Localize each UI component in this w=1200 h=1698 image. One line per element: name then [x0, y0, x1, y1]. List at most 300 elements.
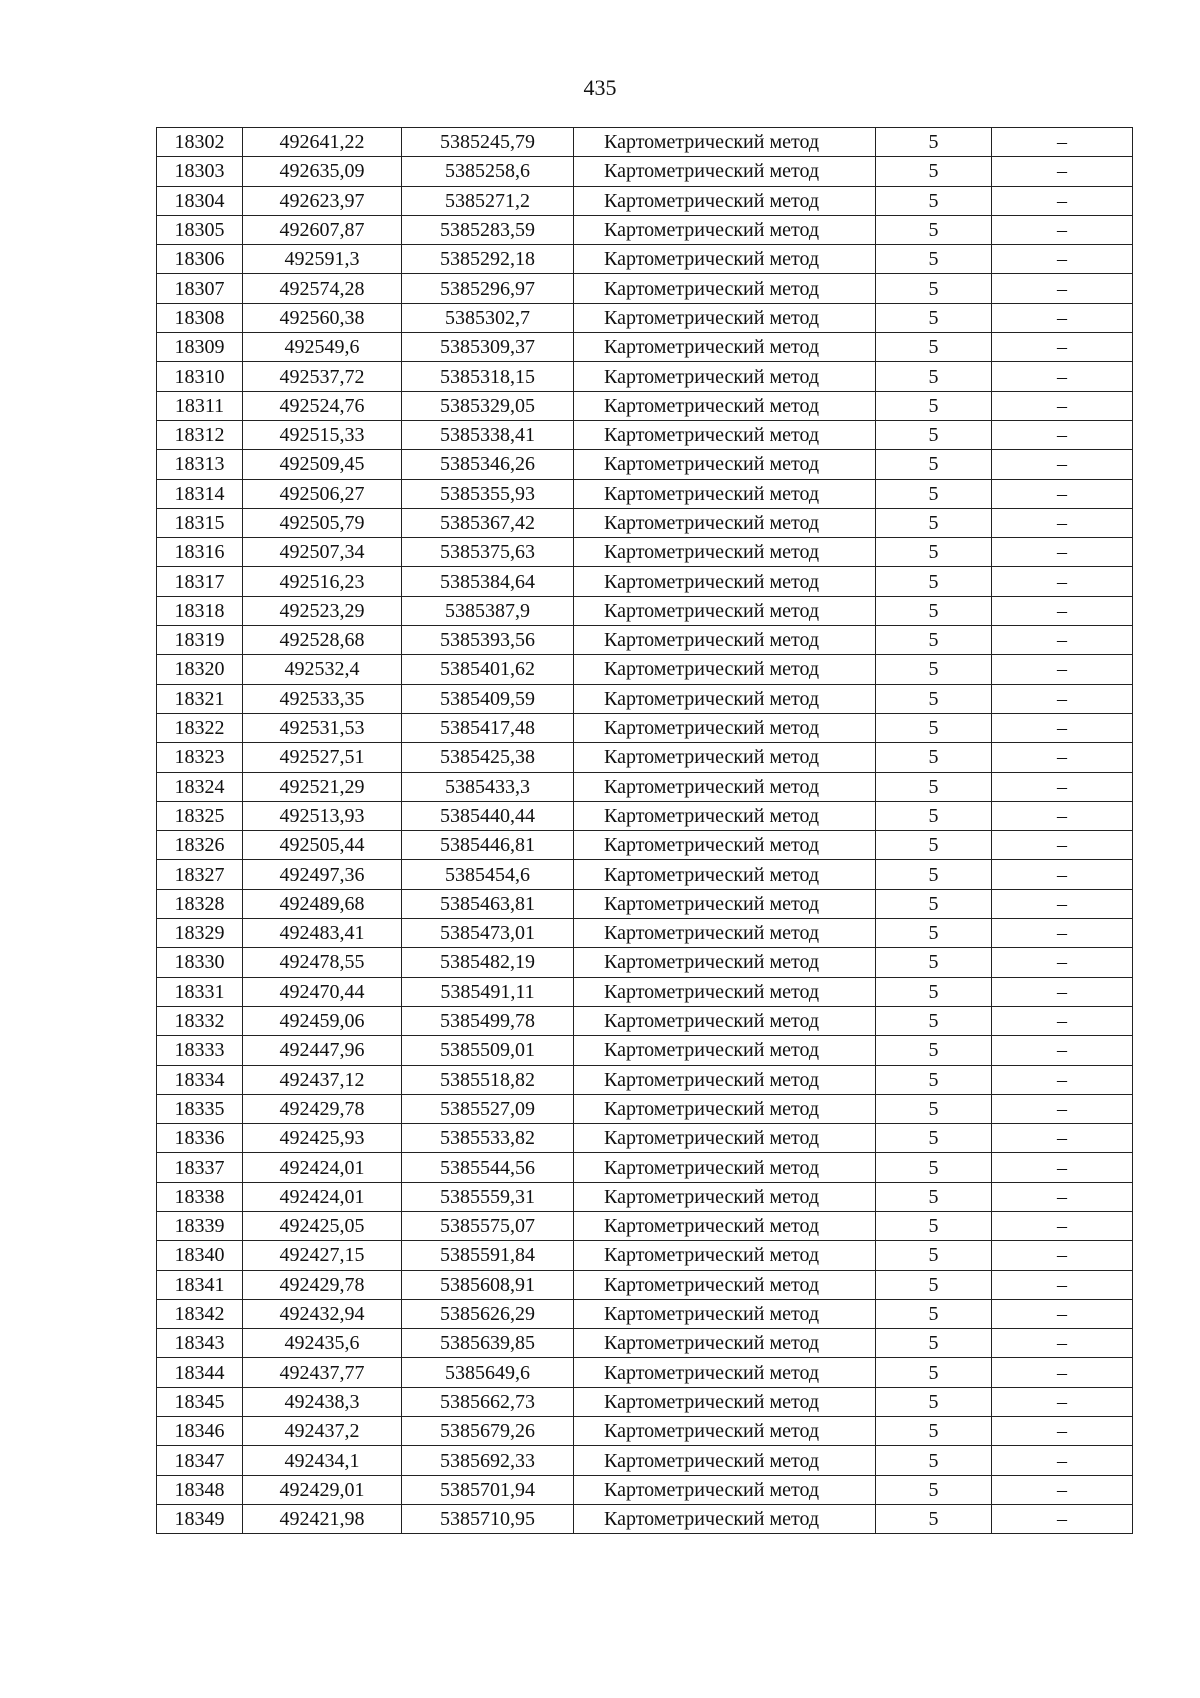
description-cell: –	[992, 626, 1133, 655]
table-row	[157, 596, 1133, 625]
method-cell: Картометрический метод	[574, 919, 876, 948]
description-cell: –	[992, 1094, 1133, 1123]
y-coordinate-cell: 5385473,01	[402, 919, 574, 948]
x-coordinate-cell: 492437,77	[243, 1358, 402, 1387]
precision-cell: 5	[876, 1358, 992, 1387]
x-coordinate-cell: 492524,76	[243, 391, 402, 420]
table-row	[157, 362, 1133, 391]
x-coordinate-cell: 492574,28	[243, 274, 402, 303]
table-row	[157, 1299, 1133, 1328]
x-coordinate-cell: 492513,93	[243, 801, 402, 830]
table-row	[157, 333, 1133, 362]
x-coordinate-cell: 492425,05	[243, 1211, 402, 1240]
method-cell: Картометрический метод	[574, 1270, 876, 1299]
table-row	[157, 626, 1133, 655]
description-cell: –	[992, 1358, 1133, 1387]
precision-cell: 5	[876, 860, 992, 889]
y-coordinate-cell: 5385491,11	[402, 977, 574, 1006]
description-cell: –	[992, 157, 1133, 186]
x-coordinate-cell: 492623,97	[243, 186, 402, 215]
point-number-cell: 18329	[157, 919, 243, 948]
y-coordinate-cell: 5385401,62	[402, 655, 574, 684]
y-coordinate-cell: 5385575,07	[402, 1211, 574, 1240]
y-coordinate-cell: 5385608,91	[402, 1270, 574, 1299]
table-row	[157, 274, 1133, 303]
precision-cell: 5	[876, 1153, 992, 1182]
method-cell: Картометрический метод	[574, 1241, 876, 1270]
x-coordinate-cell: 492607,87	[243, 215, 402, 244]
point-number-cell: 18328	[157, 889, 243, 918]
table-row	[157, 128, 1133, 157]
point-number-cell: 18310	[157, 362, 243, 391]
point-number-cell: 18315	[157, 508, 243, 537]
description-cell: –	[992, 1006, 1133, 1035]
table-row	[157, 1036, 1133, 1065]
y-coordinate-cell: 5385591,84	[402, 1241, 574, 1270]
x-coordinate-cell: 492507,34	[243, 538, 402, 567]
x-coordinate-cell: 492437,12	[243, 1065, 402, 1094]
description-cell: –	[992, 1299, 1133, 1328]
x-coordinate-cell: 492505,44	[243, 831, 402, 860]
point-number-cell: 18321	[157, 684, 243, 713]
y-coordinate-cell: 5385296,97	[402, 274, 574, 303]
precision-cell: 5	[876, 1504, 992, 1533]
table-row	[157, 1329, 1133, 1358]
precision-cell: 5	[876, 626, 992, 655]
method-cell: Картометрический метод	[574, 1006, 876, 1035]
table-row	[157, 1241, 1133, 1270]
description-cell: –	[992, 215, 1133, 244]
description-cell: –	[992, 1446, 1133, 1475]
description-cell: –	[992, 977, 1133, 1006]
description-cell: –	[992, 538, 1133, 567]
y-coordinate-cell: 5385245,79	[402, 128, 574, 157]
y-coordinate-cell: 5385387,9	[402, 596, 574, 625]
table-row	[157, 479, 1133, 508]
y-coordinate-cell: 5385292,18	[402, 245, 574, 274]
point-number-cell: 18316	[157, 538, 243, 567]
method-cell: Картометрический метод	[574, 1417, 876, 1446]
point-number-cell: 18345	[157, 1387, 243, 1416]
precision-cell: 5	[876, 1329, 992, 1358]
table-row	[157, 1006, 1133, 1035]
description-cell: –	[992, 1417, 1133, 1446]
point-number-cell: 18342	[157, 1299, 243, 1328]
x-coordinate-cell: 492424,01	[243, 1153, 402, 1182]
y-coordinate-cell: 5385417,48	[402, 713, 574, 742]
y-coordinate-cell: 5385302,7	[402, 303, 574, 332]
table-row	[157, 1358, 1133, 1387]
point-number-cell: 18318	[157, 596, 243, 625]
table-row	[157, 420, 1133, 449]
y-coordinate-cell: 5385701,94	[402, 1475, 574, 1504]
x-coordinate-cell: 492427,15	[243, 1241, 402, 1270]
x-coordinate-cell: 492506,27	[243, 479, 402, 508]
y-coordinate-cell: 5385375,63	[402, 538, 574, 567]
point-number-cell: 18319	[157, 626, 243, 655]
method-cell: Картометрический метод	[574, 889, 876, 918]
x-coordinate-cell: 492531,53	[243, 713, 402, 742]
y-coordinate-cell: 5385710,95	[402, 1504, 574, 1533]
point-number-cell: 18332	[157, 1006, 243, 1035]
precision-cell: 5	[876, 1094, 992, 1123]
point-number-cell: 18324	[157, 772, 243, 801]
description-cell: –	[992, 1475, 1133, 1504]
table-row	[157, 1182, 1133, 1211]
description-cell: –	[992, 889, 1133, 918]
x-coordinate-cell: 492429,78	[243, 1094, 402, 1123]
x-coordinate-cell: 492447,96	[243, 1036, 402, 1065]
y-coordinate-cell: 5385527,09	[402, 1094, 574, 1123]
x-coordinate-cell: 492497,36	[243, 860, 402, 889]
description-cell: –	[992, 655, 1133, 684]
description-cell: –	[992, 1241, 1133, 1270]
description-cell: –	[992, 713, 1133, 742]
y-coordinate-cell: 5385692,33	[402, 1446, 574, 1475]
y-coordinate-cell: 5385559,31	[402, 1182, 574, 1211]
table-row	[157, 450, 1133, 479]
table-row	[157, 977, 1133, 1006]
description-cell: –	[992, 860, 1133, 889]
description-cell: –	[992, 245, 1133, 274]
method-cell: Картометрический метод	[574, 831, 876, 860]
method-cell: Картометрический метод	[574, 626, 876, 655]
table-row	[157, 948, 1133, 977]
point-number-cell: 18334	[157, 1065, 243, 1094]
x-coordinate-cell: 492591,3	[243, 245, 402, 274]
description-cell: –	[992, 1504, 1133, 1533]
description-cell: –	[992, 743, 1133, 772]
precision-cell: 5	[876, 948, 992, 977]
point-number-cell: 18302	[157, 128, 243, 157]
method-cell: Картометрический метод	[574, 743, 876, 772]
precision-cell: 5	[876, 1006, 992, 1035]
point-number-cell: 18339	[157, 1211, 243, 1240]
method-cell: Картометрический метод	[574, 1387, 876, 1416]
x-coordinate-cell: 492521,29	[243, 772, 402, 801]
precision-cell: 5	[876, 157, 992, 186]
table-row	[157, 567, 1133, 596]
method-cell: Картометрический метод	[574, 538, 876, 567]
table-row	[157, 215, 1133, 244]
point-number-cell: 18337	[157, 1153, 243, 1182]
x-coordinate-cell: 492635,09	[243, 157, 402, 186]
y-coordinate-cell: 5385639,85	[402, 1329, 574, 1358]
description-cell: –	[992, 567, 1133, 596]
point-number-cell: 18326	[157, 831, 243, 860]
precision-cell: 5	[876, 655, 992, 684]
description-cell: –	[992, 303, 1133, 332]
method-cell: Картометрический метод	[574, 977, 876, 1006]
y-coordinate-cell: 5385482,19	[402, 948, 574, 977]
point-number-cell: 18348	[157, 1475, 243, 1504]
description-cell: –	[992, 362, 1133, 391]
method-cell: Картометрический метод	[574, 450, 876, 479]
y-coordinate-cell: 5385649,6	[402, 1358, 574, 1387]
precision-cell: 5	[876, 596, 992, 625]
method-cell: Картометрический метод	[574, 860, 876, 889]
x-coordinate-cell: 492560,38	[243, 303, 402, 332]
table-row	[157, 1124, 1133, 1153]
method-cell: Картометрический метод	[574, 948, 876, 977]
description-cell: –	[992, 1211, 1133, 1240]
y-coordinate-cell: 5385518,82	[402, 1065, 574, 1094]
precision-cell: 5	[876, 245, 992, 274]
table-row	[157, 1270, 1133, 1299]
precision-cell: 5	[876, 743, 992, 772]
x-coordinate-cell: 492523,29	[243, 596, 402, 625]
point-number-cell: 18305	[157, 215, 243, 244]
table-row	[157, 1387, 1133, 1416]
precision-cell: 5	[876, 420, 992, 449]
y-coordinate-cell: 5385384,64	[402, 567, 574, 596]
description-cell: –	[992, 128, 1133, 157]
table-row	[157, 1475, 1133, 1504]
description-cell: –	[992, 772, 1133, 801]
method-cell: Картометрический метод	[574, 1329, 876, 1358]
x-coordinate-cell: 492516,23	[243, 567, 402, 596]
point-number-cell: 18340	[157, 1241, 243, 1270]
x-coordinate-cell: 492459,06	[243, 1006, 402, 1035]
point-number-cell: 18311	[157, 391, 243, 420]
method-cell: Картометрический метод	[574, 186, 876, 215]
y-coordinate-cell: 5385433,3	[402, 772, 574, 801]
precision-cell: 5	[876, 919, 992, 948]
precision-cell: 5	[876, 508, 992, 537]
y-coordinate-cell: 5385446,81	[402, 831, 574, 860]
precision-cell: 5	[876, 333, 992, 362]
point-number-cell: 18320	[157, 655, 243, 684]
point-number-cell: 18325	[157, 801, 243, 830]
table-row	[157, 1211, 1133, 1240]
precision-cell: 5	[876, 186, 992, 215]
precision-cell: 5	[876, 713, 992, 742]
precision-cell: 5	[876, 772, 992, 801]
point-number-cell: 18323	[157, 743, 243, 772]
method-cell: Картометрический метод	[574, 420, 876, 449]
x-coordinate-cell: 492509,45	[243, 450, 402, 479]
point-number-cell: 18312	[157, 420, 243, 449]
x-coordinate-cell: 492424,01	[243, 1182, 402, 1211]
method-cell: Картометрический метод	[574, 391, 876, 420]
point-number-cell: 18344	[157, 1358, 243, 1387]
table-row	[157, 801, 1133, 830]
y-coordinate-cell: 5385409,59	[402, 684, 574, 713]
method-cell: Картометрический метод	[574, 362, 876, 391]
description-cell: –	[992, 1065, 1133, 1094]
point-number-cell: 18314	[157, 479, 243, 508]
table-row	[157, 1504, 1133, 1533]
precision-cell: 5	[876, 1241, 992, 1270]
method-cell: Картометрический метод	[574, 655, 876, 684]
description-cell: –	[992, 479, 1133, 508]
point-number-cell: 18333	[157, 1036, 243, 1065]
method-cell: Картометрический метод	[574, 128, 876, 157]
description-cell: –	[992, 1387, 1133, 1416]
method-cell: Картометрический метод	[574, 303, 876, 332]
method-cell: Картометрический метод	[574, 1036, 876, 1065]
precision-cell: 5	[876, 450, 992, 479]
precision-cell: 5	[876, 1270, 992, 1299]
y-coordinate-cell: 5385309,37	[402, 333, 574, 362]
method-cell: Картометрический метод	[574, 1124, 876, 1153]
precision-cell: 5	[876, 1065, 992, 1094]
y-coordinate-cell: 5385440,44	[402, 801, 574, 830]
precision-cell: 5	[876, 1475, 992, 1504]
description-cell: –	[992, 274, 1133, 303]
y-coordinate-cell: 5385393,56	[402, 626, 574, 655]
description-cell: –	[992, 1270, 1133, 1299]
table-row	[157, 713, 1133, 742]
precision-cell: 5	[876, 303, 992, 332]
point-number-cell: 18304	[157, 186, 243, 215]
precision-cell: 5	[876, 567, 992, 596]
x-coordinate-cell: 492505,79	[243, 508, 402, 537]
description-cell: –	[992, 186, 1133, 215]
x-coordinate-cell: 492478,55	[243, 948, 402, 977]
description-cell: –	[992, 919, 1133, 948]
y-coordinate-cell: 5385283,59	[402, 215, 574, 244]
precision-cell: 5	[876, 1387, 992, 1416]
method-cell: Картометрический метод	[574, 1065, 876, 1094]
precision-cell: 5	[876, 801, 992, 830]
method-cell: Картометрический метод	[574, 801, 876, 830]
precision-cell: 5	[876, 391, 992, 420]
description-cell: –	[992, 1153, 1133, 1182]
point-number-cell: 18327	[157, 860, 243, 889]
method-cell: Картометрический метод	[574, 1211, 876, 1240]
precision-cell: 5	[876, 831, 992, 860]
point-number-cell: 18309	[157, 333, 243, 362]
page-number: 435	[583, 75, 617, 100]
y-coordinate-cell: 5385355,93	[402, 479, 574, 508]
method-cell: Картометрический метод	[574, 1182, 876, 1211]
table-row	[157, 538, 1133, 567]
method-cell: Картометрический метод	[574, 596, 876, 625]
x-coordinate-cell: 492438,3	[243, 1387, 402, 1416]
method-cell: Картометрический метод	[574, 1094, 876, 1123]
point-number-cell: 18343	[157, 1329, 243, 1358]
precision-cell: 5	[876, 1211, 992, 1240]
table-row	[157, 303, 1133, 332]
x-coordinate-cell: 492533,35	[243, 684, 402, 713]
method-cell: Картометрический метод	[574, 333, 876, 362]
x-coordinate-cell: 492528,68	[243, 626, 402, 655]
point-number-cell: 18346	[157, 1417, 243, 1446]
precision-cell: 5	[876, 1446, 992, 1475]
precision-cell: 5	[876, 889, 992, 918]
y-coordinate-cell: 5385271,2	[402, 186, 574, 215]
method-cell: Картометрический метод	[574, 1358, 876, 1387]
table-row	[157, 391, 1133, 420]
point-number-cell: 18303	[157, 157, 243, 186]
point-number-cell: 18331	[157, 977, 243, 1006]
x-coordinate-cell: 492537,72	[243, 362, 402, 391]
precision-cell: 5	[876, 684, 992, 713]
table-row	[157, 919, 1133, 948]
y-coordinate-cell: 5385258,6	[402, 157, 574, 186]
y-coordinate-cell: 5385662,73	[402, 1387, 574, 1416]
y-coordinate-cell: 5385533,82	[402, 1124, 574, 1153]
y-coordinate-cell: 5385626,29	[402, 1299, 574, 1328]
x-coordinate-cell: 492435,6	[243, 1329, 402, 1358]
description-cell: –	[992, 948, 1133, 977]
method-cell: Картометрический метод	[574, 713, 876, 742]
method-cell: Картометрический метод	[574, 1504, 876, 1533]
method-cell: Картометрический метод	[574, 157, 876, 186]
x-coordinate-cell: 492425,93	[243, 1124, 402, 1153]
method-cell: Картометрический метод	[574, 274, 876, 303]
point-number-cell: 18349	[157, 1504, 243, 1533]
method-cell: Картометрический метод	[574, 772, 876, 801]
description-cell: –	[992, 684, 1133, 713]
point-number-cell: 18338	[157, 1182, 243, 1211]
method-cell: Картометрический метод	[574, 1446, 876, 1475]
table-row	[157, 831, 1133, 860]
method-cell: Картометрический метод	[574, 215, 876, 244]
table-row	[157, 1094, 1133, 1123]
table-row	[157, 684, 1133, 713]
y-coordinate-cell: 5385463,81	[402, 889, 574, 918]
x-coordinate-cell: 492429,01	[243, 1475, 402, 1504]
description-cell: –	[992, 1036, 1133, 1065]
table-row	[157, 245, 1133, 274]
table-row	[157, 889, 1133, 918]
precision-cell: 5	[876, 128, 992, 157]
y-coordinate-cell: 5385367,42	[402, 508, 574, 537]
description-cell: –	[992, 391, 1133, 420]
method-cell: Картометрический метод	[574, 684, 876, 713]
point-number-cell: 18322	[157, 713, 243, 742]
y-coordinate-cell: 5385544,56	[402, 1153, 574, 1182]
method-cell: Картометрический метод	[574, 479, 876, 508]
description-cell: –	[992, 420, 1133, 449]
method-cell: Картометрический метод	[574, 1153, 876, 1182]
point-number-cell: 18330	[157, 948, 243, 977]
x-coordinate-cell: 492532,4	[243, 655, 402, 684]
precision-cell: 5	[876, 1036, 992, 1065]
point-number-cell: 18306	[157, 245, 243, 274]
point-number-cell: 18341	[157, 1270, 243, 1299]
table-row	[157, 1417, 1133, 1446]
description-cell: –	[992, 1124, 1133, 1153]
y-coordinate-cell: 5385679,26	[402, 1417, 574, 1446]
method-cell: Картометрический метод	[574, 1299, 876, 1328]
y-coordinate-cell: 5385346,26	[402, 450, 574, 479]
precision-cell: 5	[876, 1299, 992, 1328]
description-cell: –	[992, 1329, 1133, 1358]
x-coordinate-cell: 492470,44	[243, 977, 402, 1006]
coordinates-table	[156, 127, 1133, 1534]
table-row	[157, 508, 1133, 537]
table-row	[157, 772, 1133, 801]
y-coordinate-cell: 5385318,15	[402, 362, 574, 391]
table-row	[157, 860, 1133, 889]
table-row	[157, 743, 1133, 772]
method-cell: Картометрический метод	[574, 567, 876, 596]
x-coordinate-cell: 492429,78	[243, 1270, 402, 1299]
precision-cell: 5	[876, 538, 992, 567]
method-cell: Картометрический метод	[574, 245, 876, 274]
y-coordinate-cell: 5385329,05	[402, 391, 574, 420]
table-body	[157, 128, 1133, 1534]
point-number-cell: 18307	[157, 274, 243, 303]
x-coordinate-cell: 492437,2	[243, 1417, 402, 1446]
x-coordinate-cell: 492489,68	[243, 889, 402, 918]
x-coordinate-cell: 492515,33	[243, 420, 402, 449]
precision-cell: 5	[876, 1124, 992, 1153]
x-coordinate-cell: 492421,98	[243, 1504, 402, 1533]
